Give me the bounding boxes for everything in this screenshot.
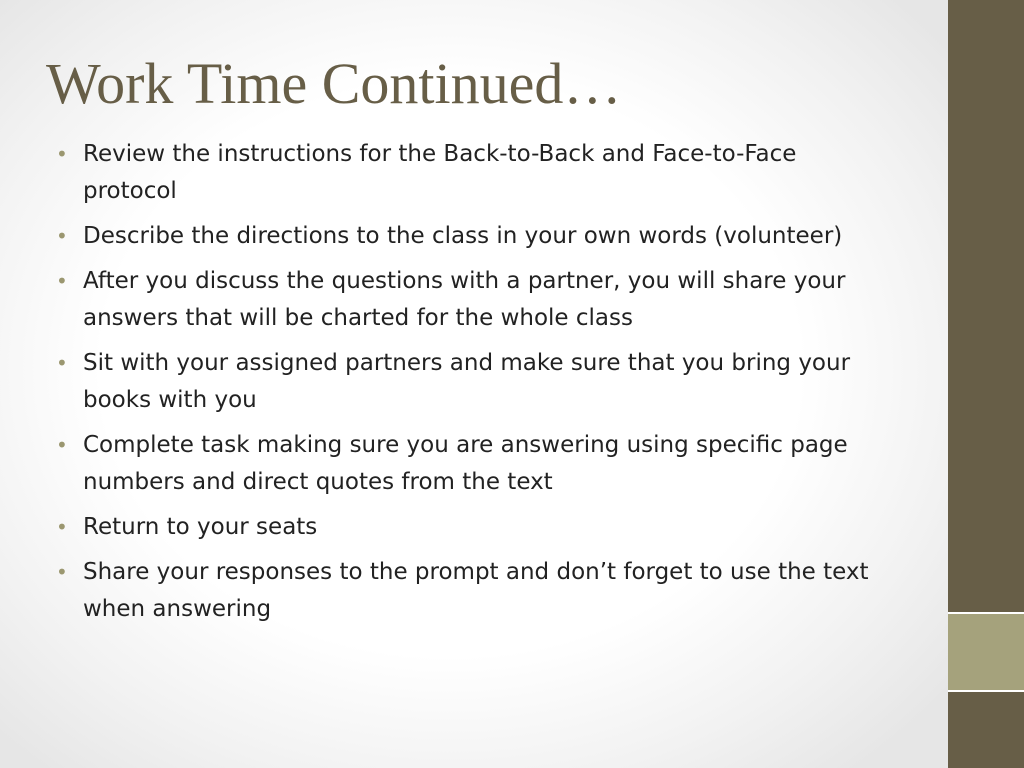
- bullet-text: Sit with your assigned partners and make sure that you bring your books with you: [83, 350, 851, 413]
- bullet-dot-icon: •: [56, 433, 68, 457]
- side-band-divider-bottom: [948, 690, 1024, 692]
- bullet-list: [56, 136, 886, 636]
- bullet-text: Describe the directions to the class in your own words (volunteer): [83, 223, 843, 249]
- side-band-accent-block: [948, 614, 1024, 690]
- bullet-dot-icon: •: [56, 515, 68, 539]
- bullet-item: [56, 136, 886, 210]
- bullet-item: [56, 427, 886, 501]
- bullet-item: [56, 554, 886, 628]
- bullet-dot-icon: •: [56, 224, 68, 248]
- bullet-dot-icon: •: [56, 560, 68, 584]
- bullet-dot-icon: •: [56, 269, 68, 293]
- bullet-item: [56, 509, 886, 546]
- bullet-item: [56, 218, 886, 255]
- slide-title: Work Time Continued…: [46, 51, 622, 116]
- bullet-item: [56, 263, 886, 337]
- bullet-dot-icon: •: [56, 351, 68, 375]
- bullet-dot-icon: •: [56, 142, 68, 166]
- bullet-text: Review the instructions for the Back-to-Back and Face-to-Face protocol: [83, 141, 797, 204]
- bullet-item: [56, 345, 886, 419]
- bullet-text: Share your responses to the prompt and don’t forget to use the text when answering: [83, 559, 869, 622]
- bullet-text: Return to your seats: [83, 514, 318, 540]
- bullet-text: After you discuss the questions with a partner, you will share your answers that will be charted for the whole class: [83, 268, 846, 331]
- bullet-text: Complete task making sure you are answering using specific page numbers and direct quotes from the text: [83, 432, 848, 495]
